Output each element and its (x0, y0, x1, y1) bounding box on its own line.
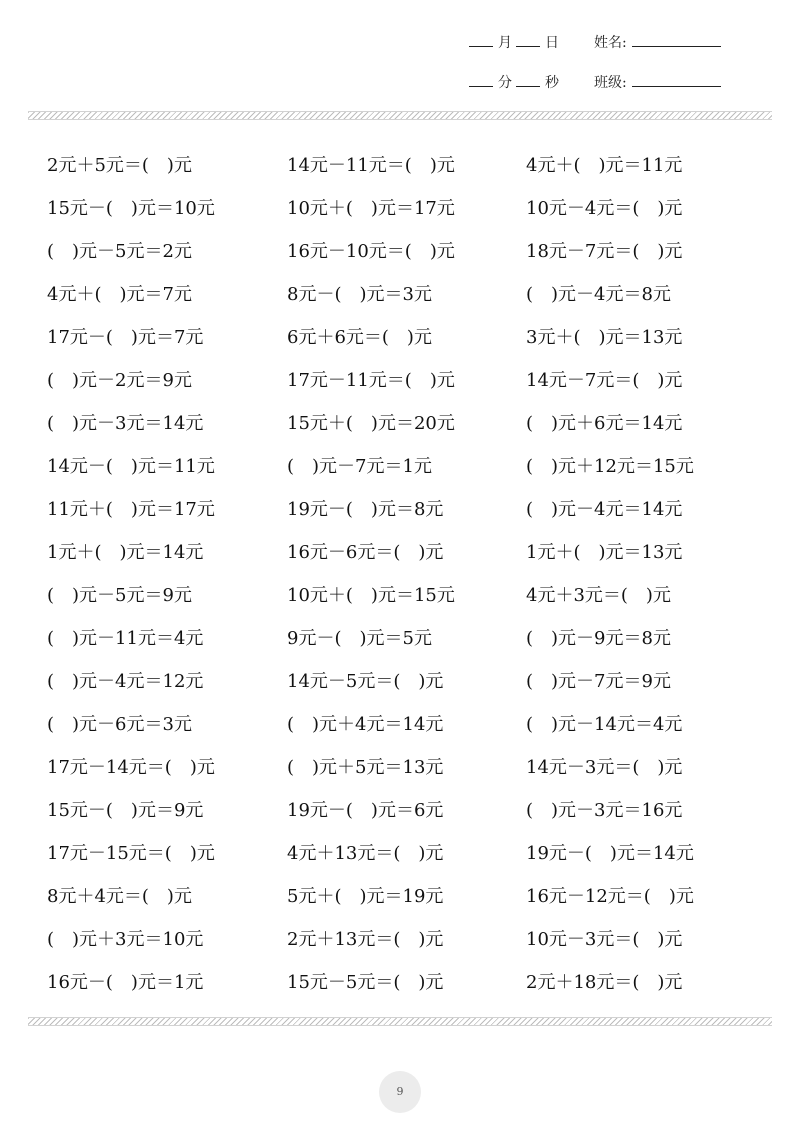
math-problem: 4元＋13元＝( )元 (287, 843, 444, 864)
math-problem: ( )元－11元＝4元 (47, 628, 204, 649)
math-problem: 9元－( )元＝5元 (287, 628, 432, 649)
math-problem: 15元＋( )元＝20元 (287, 413, 455, 434)
math-problem: 17元－11元＝( )元 (287, 370, 455, 391)
math-problem: 5元＋( )元＝19元 (287, 886, 444, 907)
problem-row (47, 541, 767, 584)
math-problem: 14元－11元＝( )元 (287, 155, 455, 176)
math-problem: 19元－( )元＝8元 (287, 499, 444, 520)
problem-row (47, 756, 767, 799)
class-label: 班级: (594, 75, 627, 91)
problem-row (47, 971, 767, 1014)
math-problem: ( )元＋5元＝13元 (287, 757, 444, 778)
math-problem: 2元＋13元＝( )元 (287, 929, 444, 950)
math-problem: 4元＋( )元＝7元 (47, 284, 192, 305)
math-problem: ( )元－4元＝8元 (526, 284, 671, 305)
math-problem: ( )元－2元＝9元 (47, 370, 192, 391)
math-problem: 6元＋6元＝( )元 (287, 327, 432, 348)
math-problem: 2元＋5元＝( )元 (47, 155, 192, 176)
math-problem: 4元＋( )元＝11元 (526, 155, 683, 176)
math-problem: ( )元－3元＝16元 (526, 800, 683, 821)
math-problem: 14元－( )元＝11元 (47, 456, 215, 477)
math-problem: 14元－7元＝( )元 (526, 370, 683, 391)
problem-row (47, 799, 767, 842)
math-problem: ( )元－4元＝12元 (47, 671, 204, 692)
problem-grid (47, 154, 767, 1014)
minute-blank[interactable] (469, 86, 493, 87)
problem-row (47, 240, 767, 283)
math-problem: ( )元＋6元＝14元 (526, 413, 683, 434)
problem-row (47, 369, 767, 412)
math-problem: ( )元－4元＝14元 (526, 499, 683, 520)
problem-row (47, 713, 767, 756)
problem-row (47, 498, 767, 541)
math-problem: 10元＋( )元＝17元 (287, 198, 455, 219)
math-problem: 19元－( )元＝6元 (287, 800, 444, 821)
math-problem: 15元－( )元＝9元 (47, 800, 204, 821)
header-time-row (0, 73, 800, 93)
math-problem: ( )元－5元＝9元 (47, 585, 192, 606)
math-problem: 15元－5元＝( )元 (287, 972, 444, 993)
page-number-badge (379, 1071, 421, 1113)
math-problem: 1元＋( )元＝14元 (47, 542, 204, 563)
math-problem: 10元＋( )元＝15元 (287, 585, 455, 606)
problem-row (47, 627, 767, 670)
second-blank[interactable] (516, 86, 540, 87)
problem-row (47, 670, 767, 713)
math-problem: ( )元＋4元＝14元 (287, 714, 444, 735)
math-problem: ( )元－14元＝4元 (526, 714, 683, 735)
math-problem: ( )元－7元＝9元 (526, 671, 671, 692)
math-problem: ( )元－7元＝1元 (287, 456, 432, 477)
math-problem: 4元＋3元＝( )元 (526, 585, 671, 606)
page-number: 9 (396, 1085, 404, 1098)
day-blank[interactable] (516, 46, 540, 47)
header-date-row (0, 33, 800, 53)
math-problem: ( )元－3元＝14元 (47, 413, 204, 434)
math-problem: ( )元＋12元＝15元 (526, 456, 694, 477)
math-problem: 16元－( )元＝1元 (47, 972, 204, 993)
math-problem: 18元－7元＝( )元 (526, 241, 683, 262)
math-problem: 17元－14元＝( )元 (47, 757, 215, 778)
month-label: 月 (498, 35, 512, 51)
math-problem: 16元－6元＝( )元 (287, 542, 444, 563)
math-problem: ( )元－6元＝3元 (47, 714, 192, 735)
top-divider (28, 111, 772, 120)
problem-row (47, 197, 767, 240)
math-problem: 19元－( )元＝14元 (526, 843, 694, 864)
bottom-divider (28, 1017, 772, 1026)
math-problem: 17元－( )元＝7元 (47, 327, 204, 348)
math-problem: 8元－( )元＝3元 (287, 284, 432, 305)
math-problem: 16元－10元＝( )元 (287, 241, 455, 262)
math-problem: 11元＋( )元＝17元 (47, 499, 215, 520)
problem-row (47, 154, 767, 197)
math-problem: ( )元＋3元＝10元 (47, 929, 204, 950)
day-label: 日 (545, 35, 559, 51)
problem-row (47, 842, 767, 885)
problem-row (47, 928, 767, 971)
math-problem: 14元－3元＝( )元 (526, 757, 683, 778)
math-problem: 3元＋( )元＝13元 (526, 327, 683, 348)
math-problem: 10元－3元＝( )元 (526, 929, 683, 950)
math-problem: 8元＋4元＝( )元 (47, 886, 192, 907)
problem-row (47, 584, 767, 627)
problem-row (47, 326, 767, 369)
minute-label: 分 (498, 75, 512, 91)
math-problem: ( )元－9元＝8元 (526, 628, 671, 649)
problem-row (47, 412, 767, 455)
math-problem: ( )元－5元＝2元 (47, 241, 192, 262)
name-label: 姓名: (594, 35, 627, 51)
math-problem: 2元＋18元＝( )元 (526, 972, 683, 993)
math-problem: 17元－15元＝( )元 (47, 843, 215, 864)
math-problem: 10元－4元＝( )元 (526, 198, 683, 219)
problem-row (47, 283, 767, 326)
problem-row (47, 885, 767, 928)
math-problem: 15元－( )元＝10元 (47, 198, 215, 219)
name-blank[interactable] (632, 46, 721, 47)
class-blank[interactable] (632, 86, 721, 87)
month-blank[interactable] (469, 46, 493, 47)
math-problem: 14元－5元＝( )元 (287, 671, 444, 692)
math-problem: 1元＋( )元＝13元 (526, 542, 683, 563)
second-label: 秒 (545, 75, 559, 91)
math-problem: 16元－12元＝( )元 (526, 886, 694, 907)
problem-row (47, 455, 767, 498)
